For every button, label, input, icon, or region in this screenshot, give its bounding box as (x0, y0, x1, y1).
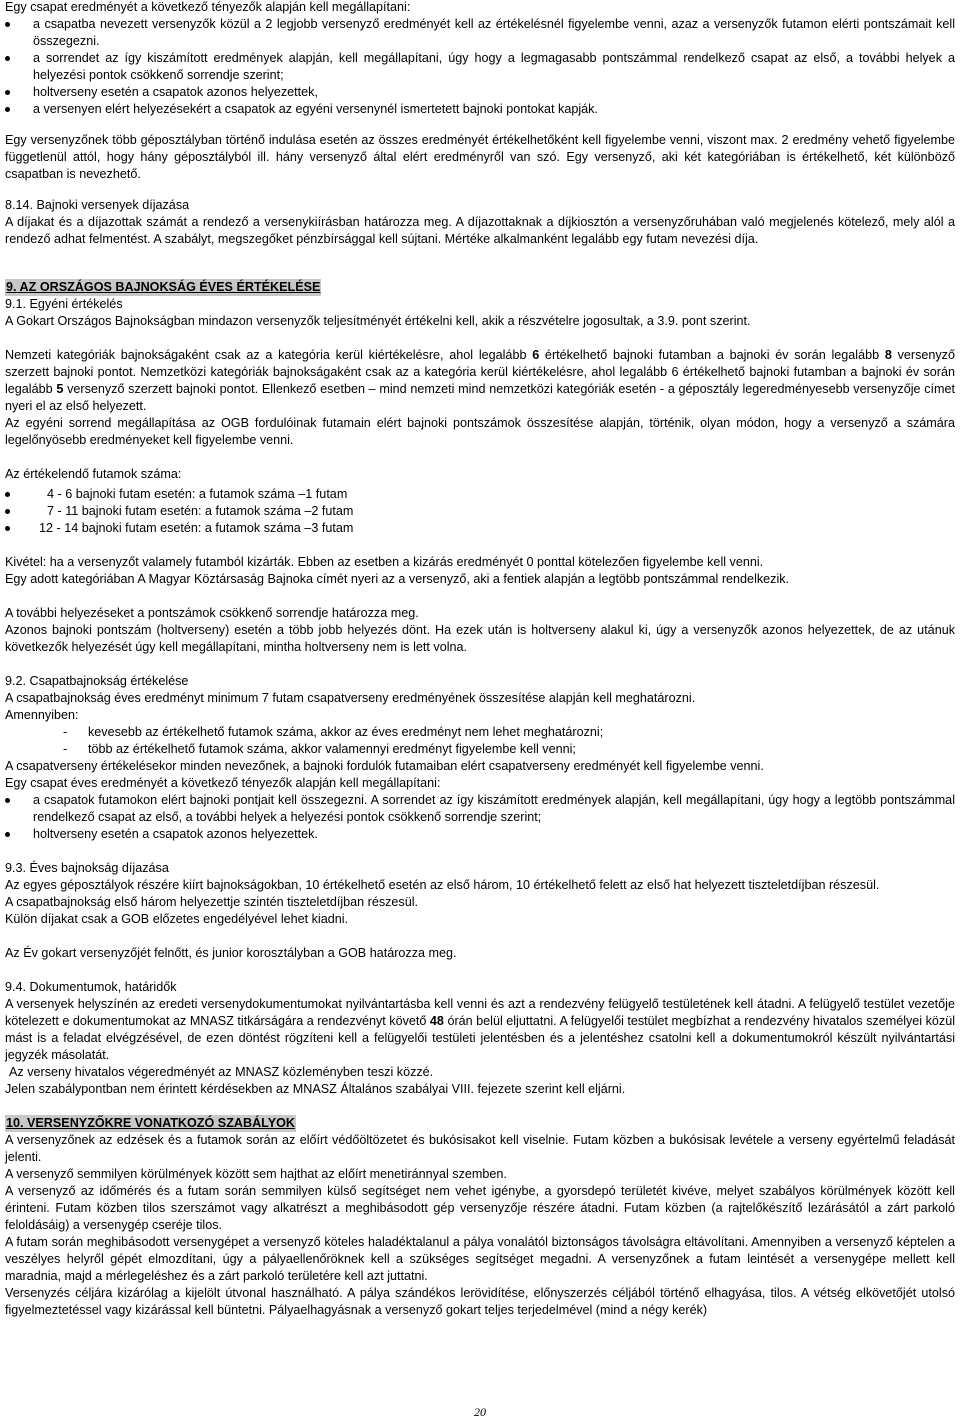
list-item: a sorrendet az így kiszámított eredmények alapján, kell megállapítani, úgy hogy a legmagasabb pontszámmal rendelkező csapat az első, a további helyek a helyezési pontok csökkenő sorrendje szerint; (5, 50, 955, 84)
multi-class-paragraph: Egy versenyzőnek több géposztályban történő indulása esetén az összes eredményét értékelhetőként kell figyelembe venni, viszont max. 2 eredmény vehető figyelembe függetlenül attól, hogy hány géposztályból ill. hány versenyző által elért eredményről van szó. Egy versenyző, aki két kategóriában is értékelhető, két különböző csapatban is nevezhető. (5, 133, 955, 181)
section-10-paragraph-5: Versenyzés céljára kizárólag a kijelölt útvonal használható. A pálya szándékos lerövidítése, előnyszerzés céljából történő elhagyása, tilos. A vétség elkövetőjét utolsó figyelmeztetéssel vagy kizárással kell büntetni. Pályaelhagyásnak a versenyző gokart teljes terjedelmével (mind a négy kerék) (5, 1286, 955, 1317)
section-8-14-title: 8.14. Bajnoki versenyek díjazása (5, 198, 190, 212)
section-10-paragraph-3: A versenyző az időmérés és a futam során semmilyen külső segítséget nem vehet igénybe, a gyorsdepó területét kivéve, melyet szabályos körülmények között kell érinteni. Futam közben tilos szerszámot vagy alkatrészt a meghibásodott gép versenyzője részére átadni. Futam közben (a rajtelőkészítő lezárásától a zárt parkoló feloldásáig) a versenygép cseréje tilos. (5, 1184, 955, 1232)
list-item: - kevesebb az értékelhető futamok száma, akkor az éves eredményt nem lehet meghatározni; (5, 724, 955, 741)
section-9-2-paragraph-2: Egy csapat éves eredményét a következő tényezők alapján kell megállapítani: (5, 776, 441, 790)
section-9-4-paragraph-3: Jelen szabálypontban nem érintett kérdésekben az MNASZ Általános szabályai VIII. fejezete szerint kell eljárni. (5, 1082, 626, 1096)
document-page (5, 0, 955, 1319)
list-item: 12 - 14 bajnoki futam esetén: a futamok száma –3 futam (5, 520, 955, 537)
list-item: a csapatba nevezett versenyzők közül a 2 legjobb versenyző eredményét kell az értékelésnél figyelembe venni, azaz a versenyzők futamon elérti pontszámait kell összegezni. (5, 16, 955, 50)
list-item: holtverseny esetén a csapatok azonos helyezettek. (5, 826, 955, 843)
list-item: a versenyen elért helyezésekért a csapatok az egyéni versenynél ismertetett bajnoki pontokat kapják. (5, 101, 955, 118)
team-result-intro: Egy csapat eredményét a következő tényezők alapján kell megállapítani: (5, 0, 411, 14)
section-9-4-paragraph-2: Az verseny hivatalos végeredményét az MNASZ közleményben teszi közzé. (9, 1065, 434, 1079)
section-8-14-text: A díjakat és a díjazottak számát a rendező a versenykiírásban határozza meg. A díjazottaknak a díjkiosztón a versenyzőruhában való megjelenés kötelező, mely alól a rendező adhat felmentést. A szabályt, megszegőket pénzbírsággal kell sújtani. Mértéke alkalmanként legalább egy futam nevezési díja. (5, 215, 955, 246)
exception-paragraph: Kivétel: ha a versenyzőt valamely futamból kizárták. Ebben az esetben a kizárás eredményét 0 ponttal kötelezően figyelembe kell venni. (5, 555, 764, 569)
ogb-order-paragraph: Az egyéni sorrend megállapítása az OGB fordulóinak futamain elért bajnoki pontszámok összesítése alapján, történik, olyan módon, hogy a versenyző a számára legelőnyösebb eredményeket kell figyelembe venni. (5, 416, 955, 447)
section-9-1-title: 9.1. Egyéni értékelés (5, 297, 123, 311)
heading-section-9: 9. AZ ORSZÁGOS BAJNOKSÁG ÉVES ÉRTÉKELÉSE (6, 280, 321, 294)
section-9-2-dash-list (5, 724, 955, 758)
list-item: holtverseny esetén a csapatok azonos helyezettek, (5, 84, 955, 101)
section-9-3-paragraph-2: A csapatbajnokság első három helyezettje szintén tiszteletdíjban részesül. (5, 895, 419, 909)
section-9-3-paragraph-1: Az egyes géposztályok részére kiírt bajnokságokban, 10 értékelhető esetén az első három, 10 értékelhető felett az első hat helyezett tiszteletdíjban részesül. (5, 878, 880, 892)
section-10-paragraph-2: A versenyző semmilyen körülmények között sem hajthat az előírt menetiránnyal szemben. (5, 1167, 507, 1181)
further-places-paragraph: A további helyezéseket a pontszámok csökkenő sorrendje határozza meg. (5, 606, 419, 620)
section-9-4-paragraph-1: A versenyek helyszínén az eredeti versenydokumentumokat nyilvántartásba kell venni és azt a rendezvény felügyelő testületének kell átadni. A felügyelő testület vezetője kötelezett e dokumentumokat az MNASZ titkárságára a rendezvényt követő 48 órán belül eljuttatni. A felügyelői testület megbízhat a rendezvény hivatalos személyei közül mást is a feladat elvégzésével, de ezen döntést rögzíteni kell a felügyelői testületi jelentésben és a jelentéshez csatolni kell a dokumentumokról készült nyilvántartási jegyzék másolatát. (5, 997, 955, 1062)
section-9-3-paragraph-4: Az Év gokart versenyzőjét felnőtt, és junior korosztályban a GOB határozza meg. (5, 946, 457, 960)
section-10-paragraph-4: A futam során meghibásodott versenygépet a versenyző köteles haladéktalanul a pálya vonalától biztonságos távolságra eltávolítani. Amennyiben a versenyző képtelen a veszélyes helyről gépét elmozdítani, úgy a pályaellenőröknek kell a szükséges segítséget megadni. A versenyzőnek a futam leintését a versenygépe mellett kell maradnia, majd a mérlegeléshez és a zárt parkoló területére kell azt juttatni. (5, 1235, 955, 1283)
section-9-2-paragraph-1: A csapatverseny értékelésekor minden nevezőnek, a bajnoki fordulók futamaiban elért csapatverseny eredményét kell figyelembe venni. (5, 759, 764, 773)
tie-paragraph: Azonos bajnoki pontszám (holtverseny) esetén a több jobb helyezés dönt. Ha ezek után is holtverseny alakul ki, úgy a versenyzők azonos helyezettek, de az utánuk következők helyezését úgy kell megállapítani, mintha holtverseny nem is lett volna. (5, 623, 955, 654)
list-item: 4 - 6 bajnoki futam esetén: a futamok száma –1 futam (5, 486, 955, 503)
section-9-3-paragraph-3: Külön díjakat csak a GOB előzetes engedélyével lehet kiadni. (5, 912, 349, 926)
section-9-2-bullet-list (5, 792, 955, 843)
list-item: 7 - 11 bajnoki futam esetén: a futamok száma –2 futam (5, 503, 955, 520)
section-9-1-text: A Gokart Országos Bajnokságban mindazon versenyzők teljesítményét értékelni kell, akik a részvételre jogosultak, a 3.9. pont szerint. (5, 314, 751, 328)
race-count-list (5, 486, 955, 537)
list-item: - több az értékelhető futamok száma, akkor valamennyi eredményt figyelembe kell venni; (5, 741, 955, 758)
section-9-2-title: 9.2. Csapatbajnokság értékelése (5, 674, 189, 688)
champion-paragraph: Egy adott kategóriában A Magyar Köztársaság Bajnoka címét nyeri az a versenyző, aki a fentiek alapján a legtöbb pontszámmal rendelkezik. (5, 572, 790, 586)
list-item: a csapatok futamokon elért bajnoki pontjait kell összegezni. A sorrendet az így kiszámított eredmények alapján, kell megállapítani, úgy hogy a legtöbb pontszámmal rendelkező csapat az első, a további helyek a helyezési pontok csökkenő sorrendje szerint; (5, 792, 955, 826)
section-9-2-amennyiben: Amennyiben: (5, 708, 79, 722)
national-categories-paragraph: Nemzeti kategóriák bajnokságaként csak az a kategória kerül kiértékelésre, ahol legalább 6 értékelhető bajnoki futamban a bajnoki év során legalább 8 versenyző szerzett bajnoki pontot. Nemzetközi kategóriák bajnokságaként csak az a kategória kerül kiértékelésre, ahol legalább 6 értékelhető bajnoki futamban a bajnoki év során legalább 5 versenyző szerzett bajnoki pontot. Ellenkező esetben – mind nemzeti mind nemzetközi kategóriák esetén - a géposztály legeredményesebb versenyzője címet nyeri el az első helyezett. (5, 348, 955, 413)
heading-section-10: 10. VERSENYZŐKRE VONATKOZÓ SZABÁLYOK (6, 1116, 295, 1130)
page-number: 20 (474, 1405, 486, 1419)
team-criteria-list (5, 16, 955, 118)
section-9-2-text: A csapatbajnokság éves eredményt minimum 7 futam csapatverseny eredményének összesítése alapján kell meghatározni. (5, 691, 696, 705)
race-count-title: Az értékelendő futamok száma: (5, 467, 182, 481)
section-9-3-title: 9.3. Éves bajnokság díjazása (5, 861, 169, 875)
section-9-4-title: 9.4. Dokumentumok, határidők (5, 980, 177, 994)
section-10-paragraph-1: A versenyzőnek az edzések és a futamok során az előírt védőöltözetet és bukósisakot kell viselnie. Futam közben a bukósisak levétele a verseny egyértelmű feladását jelenti. (5, 1133, 955, 1164)
